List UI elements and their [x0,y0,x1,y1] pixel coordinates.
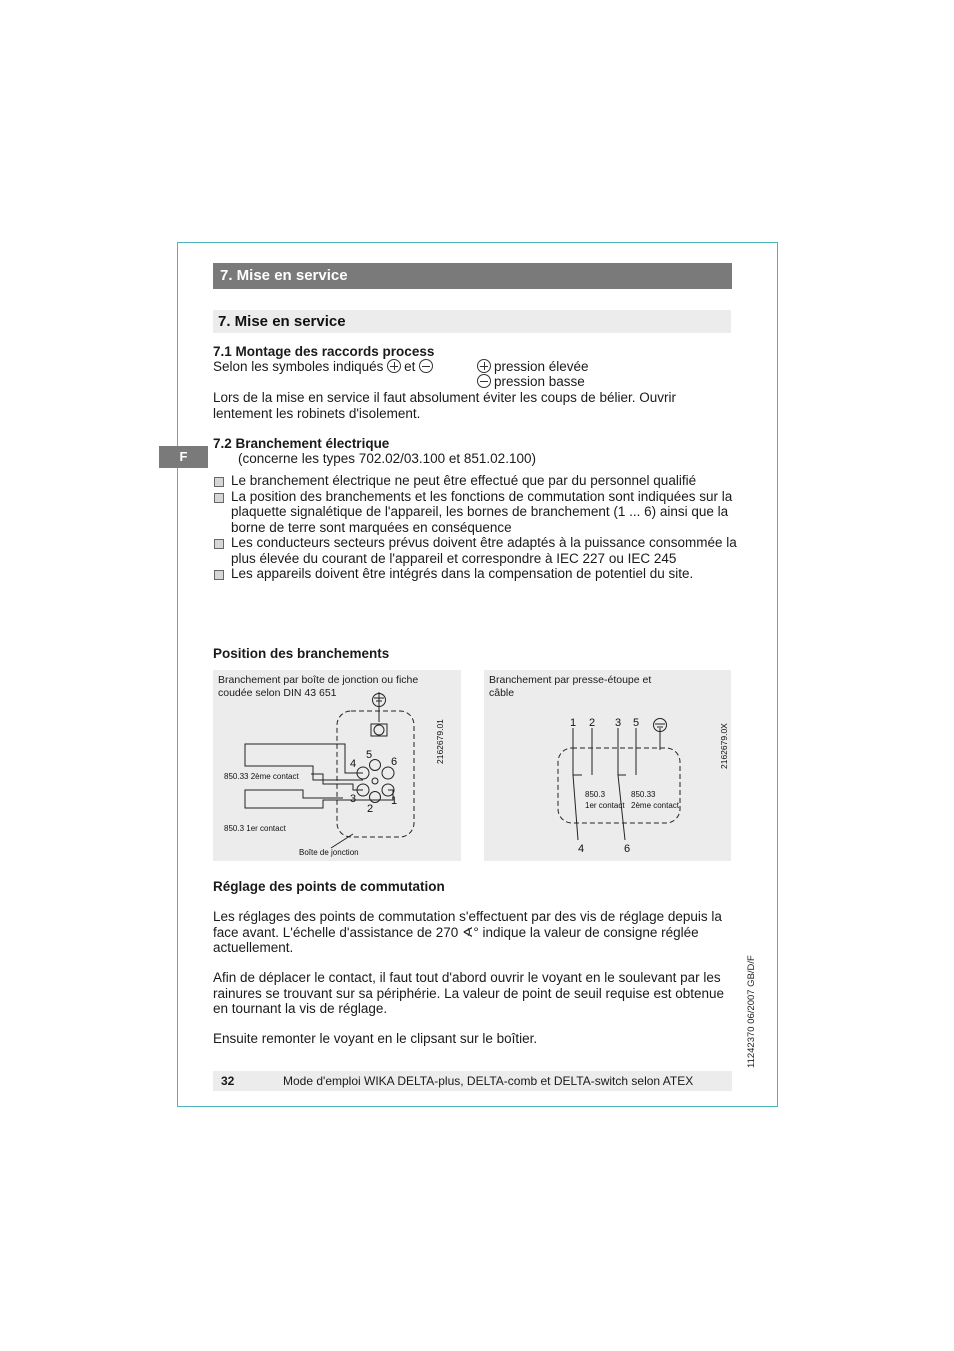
junction-box-wiring-svg [213,670,461,861]
symbols-line-and: et [404,359,416,374]
terminal-label-2: 2 [589,717,596,729]
drawing-code-left: 2162679.01 [435,719,445,764]
reglage-heading: Réglage des points de commutation [213,879,445,894]
page-footer [213,1071,732,1091]
terminal-label-2: 2 [367,803,374,815]
drawing-code-right: 2162679.0X [719,723,729,769]
contact-1-number: 850.3 [585,790,606,799]
terminal-label-5: 5 [633,717,640,729]
paragraph-7-1: Lors de la mise en service il faut absolument éviter les coups de bélier. Ouvrir lentement les robinets d'isolement. [213,390,676,421]
position-heading: Position des branchements [213,646,390,661]
terminal-5 [370,760,381,771]
list-item: Les conducteurs secteurs prévus doivent être adaptés à la puissance consommée la plus élevée du courant de l'appareil et correspondre à IEC 227 ou IEC 245 [213,535,738,566]
junction-box-outline [337,711,414,837]
terminal-label-1: 1 [570,717,577,729]
list-item: Le branchement électrique ne peut être effectué que par du personnel qualifié [213,473,738,489]
types-note: (concerne les types 702.02/03.100 et 851.02.100) [238,451,536,466]
legend-low [477,374,585,390]
terminal-label-5: 5 [366,749,373,761]
terminal-label-6: 6 [391,756,398,768]
legend-high [477,359,589,375]
legend-high-label: pression élevée [494,359,589,374]
page-header-bar: 7. Mise en service [213,263,732,289]
junction-box-diagram [213,670,461,861]
terminal-label-6: 6 [624,843,631,855]
minus-circle-icon [477,374,491,388]
heading-7-1: 7.1 Montage des raccords process [213,344,435,359]
cable-gland-diagram [484,670,731,861]
label-2nd-contact: 850.33 2ème contact [224,772,299,781]
section-title: 7. Mise en service [213,310,731,333]
terminal-label-4: 4 [578,843,585,855]
terminal-label-1: 1 [391,795,398,807]
reglage-paragraph-2: Afin de déplacer le contact, il faut tout d'abord ouvrir le voyant en le soulevant par les rainures se trouvant sur sa périphérie. La valeur de point de seuil requise est obtenue en tournant la vis de réglage. [213,970,725,1016]
list-item: La position des branchements et les fonctions de commutation sont indiquées sur la plaquette signalétique de l'appareil, les bornes de branchement (1 ... 6) ainsi que la borne de terre sont marquées en conséquence [213,489,738,536]
cable-gland-caption: Branchement par presse-étoupe et câble [489,674,652,699]
label-junction-box: Boîte de jonction [299,848,359,857]
cable-gland-wiring-svg [484,670,731,861]
terminal-6 [382,767,394,779]
symbols-line-prefix: Selon les symboles indiqués [213,359,384,374]
label-1st-contact: 850.3 1er contact [224,824,286,833]
plus-circle-icon [477,359,491,373]
reglage-paragraph-1: Les réglages des points de commutation s'effectuent par des vis de réglage depuis la face avant. L'échelle d'assistance de 270 ∢° indique la valeur de consigne réglée actuellement. [213,909,722,955]
list-item: Les appareils doivent être intégrés dans la compensation de potentiel du site. [213,566,738,582]
terminal-label-3: 3 [615,717,622,729]
symbols-line [213,359,436,375]
plus-circle-icon [387,359,401,373]
document-code: 11242370 06/2007 GB/D/F [746,955,757,1068]
terminal-2 [370,792,381,803]
bullet-list [213,473,738,582]
terminal-label-3: 3 [350,793,357,805]
contact-2-number: 850.33 [631,790,656,799]
junction-box-caption: Branchement par boîte de jonction ou fiche coudée selon DIN 43 651 [218,674,419,699]
contact-1-label: 1er contact [585,801,625,810]
contact-2-label: 2ème contact [631,801,680,810]
reglage-paragraph-3: Ensuite remonter le voyant en le clipsant sur le boîtier. [213,1031,538,1046]
footer-title: Mode d'emploi WIKA DELTA-plus, DELTA-comb et DELTA-switch selon ATEX [283,1074,694,1088]
page-number: 32 [221,1074,235,1088]
heading-7-2: 7.2 Branchement électrique [213,436,390,451]
terminal-label-4: 4 [350,758,357,770]
minus-circle-icon [419,359,433,373]
legend-low-label: pression basse [494,374,585,389]
language-tab: F [159,446,208,468]
